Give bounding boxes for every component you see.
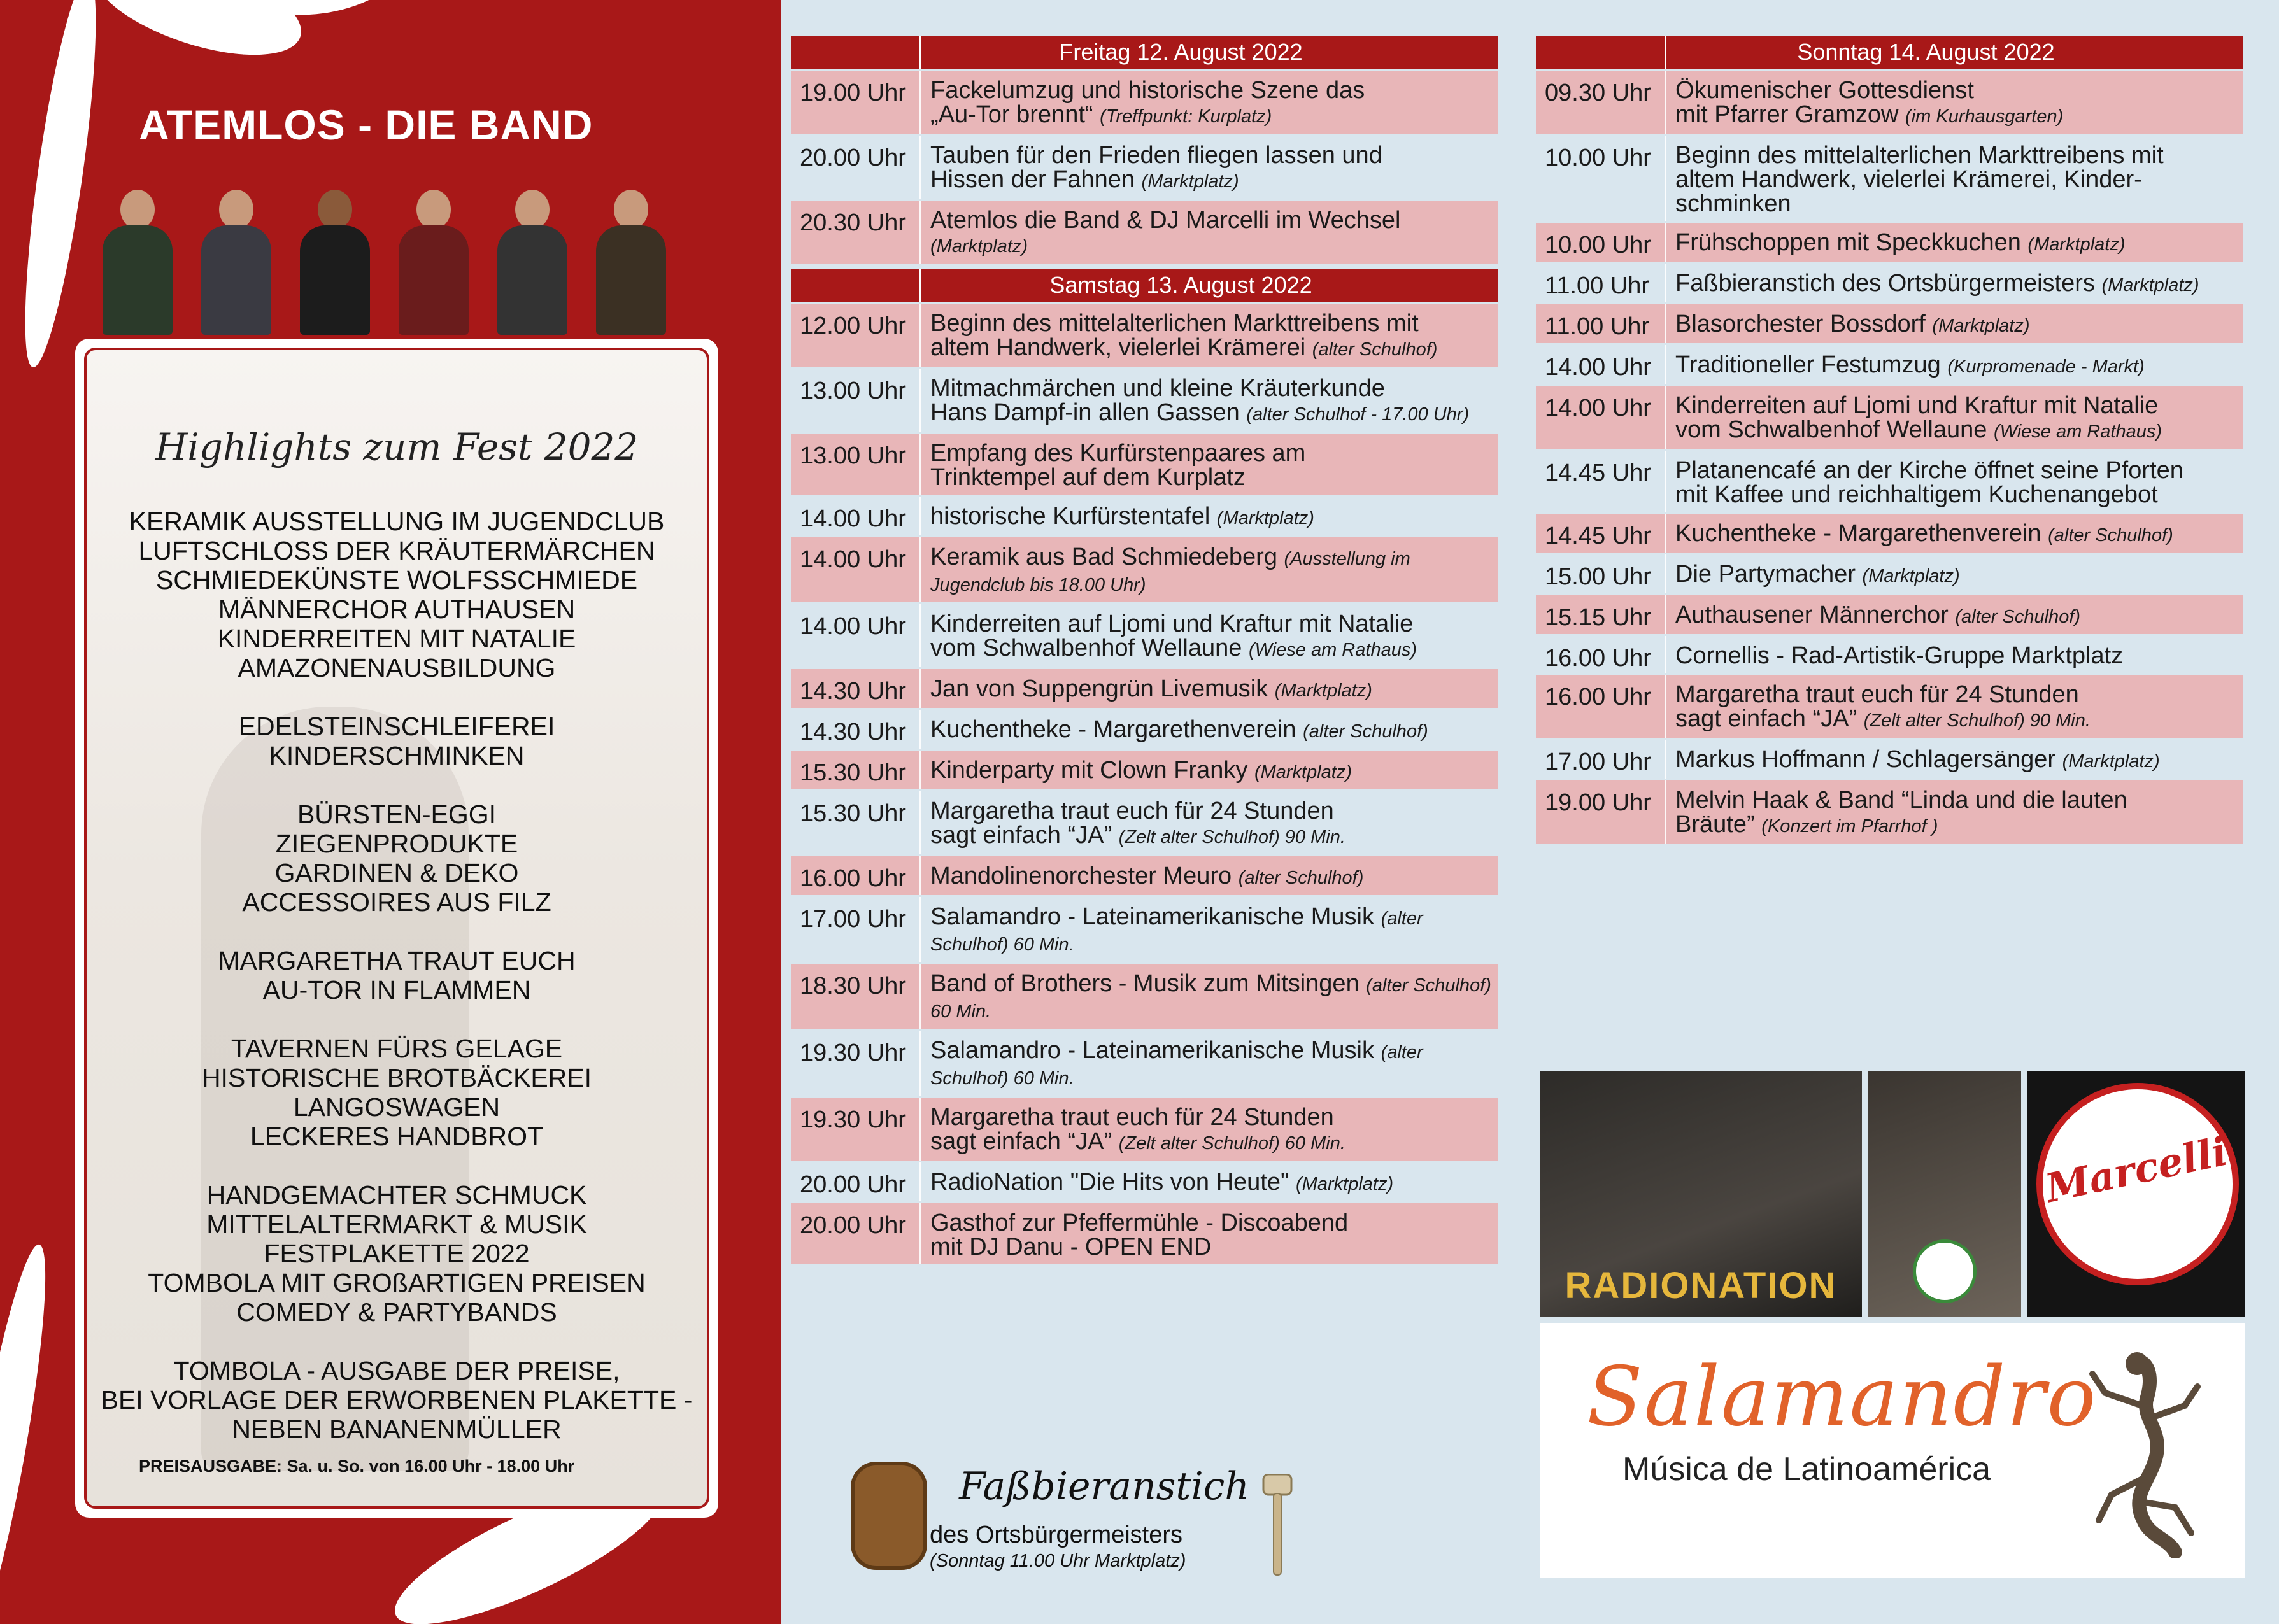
highlights-group xyxy=(87,712,707,770)
event-text: Traditioneller Festumzug xyxy=(1675,351,1941,378)
event-description xyxy=(1666,223,2243,262)
salamandro-subtitle: Música de Latinoamérica xyxy=(1622,1451,1991,1488)
event-location: (alter Schulhof) 60 Min. xyxy=(930,908,1423,955)
event-text: Atemlos die Band & DJ Marcelli im Wechsel xyxy=(930,207,1401,234)
schedule-row xyxy=(791,434,1498,495)
event-location: (Treffpunkt: Kurplatz) xyxy=(1100,106,1272,127)
event-text: altem Handwerk, vielerlei Krämerei xyxy=(930,334,1306,361)
event-text: historische Kurfürstentafel xyxy=(930,503,1210,530)
highlight-item: MARGARETHA TRAUT EUCH xyxy=(218,946,576,975)
highlight-item: MITTELALTERMARKT & MUSIK xyxy=(206,1210,587,1239)
highlight-item: LANGOSWAGEN xyxy=(293,1092,501,1122)
event-text: Kuchentheke - Margarethenverein xyxy=(1675,520,2041,547)
highlights-group xyxy=(87,1034,707,1151)
event-description xyxy=(1666,386,2243,449)
event-time: 14.45 Uhr xyxy=(1536,514,1666,553)
event-time: 12.00 Uhr xyxy=(791,304,921,367)
event-time: 19.30 Uhr xyxy=(791,1031,921,1096)
left-panel xyxy=(0,0,781,1624)
day-header-sunday: Sonntag 14. August 2022 xyxy=(1536,36,2243,69)
highlight-item: HANDGEMACHTER SCHMUCK xyxy=(206,1180,587,1210)
event-text: Beginn des mittelalterlichen Markttreibens mit xyxy=(930,310,1419,337)
radionation-logo: RADIONATION xyxy=(1565,1265,1837,1306)
event-text: Mitmachmärchen und kleine Kräuterkunde xyxy=(930,375,1385,402)
event-description xyxy=(1666,780,2243,844)
schedule-row xyxy=(791,964,1498,1029)
band-photo xyxy=(75,158,693,335)
event-time: 10.00 Uhr xyxy=(1536,223,1666,262)
event-text: Platanencafé an der Kirche öffnet seine Pforten xyxy=(1675,457,2183,484)
event-description xyxy=(1666,514,2243,553)
event-description xyxy=(921,201,1498,264)
event-time: 19.00 Uhr xyxy=(1536,780,1666,844)
highlight-item: BÜRSTEN-EGGI xyxy=(297,800,497,829)
schedule-row xyxy=(1536,636,2243,673)
day-header-saturday: Samstag 13. August 2022 xyxy=(791,269,1498,302)
event-location: (alter Schulhof) xyxy=(1303,721,1428,742)
day-header-friday: Freitag 12. August 2022 xyxy=(791,36,1498,69)
highlight-item: ZIEGENPRODUKTE xyxy=(275,829,518,858)
event-time: 16.00 Uhr xyxy=(1536,636,1666,673)
schedule-row xyxy=(1536,740,2243,779)
event-text: Hissen der Fahnen xyxy=(930,166,1135,193)
schedule-row xyxy=(791,604,1498,667)
event-location: (alter Schulhof - 17.00 Uhr) xyxy=(1246,404,1470,425)
hammer-icon xyxy=(1258,1474,1296,1576)
event-location: (Zelt alter Schulhof) 60 Min. xyxy=(1118,1133,1345,1154)
event-time: 14.45 Uhr xyxy=(1536,451,1666,512)
event-time: 14.00 Uhr xyxy=(791,604,921,667)
highlight-item: TOMBOLA - AUSGABE DER PREISE, xyxy=(173,1356,620,1385)
event-description xyxy=(1666,136,2243,221)
event-time: 17.00 Uhr xyxy=(1536,740,1666,779)
event-text: altem Handwerk, vielerlei Krämerei, Kinder- xyxy=(1675,166,2142,193)
event-time: 14.00 Uhr xyxy=(1536,345,1666,384)
event-description xyxy=(921,1098,1498,1161)
event-location: (Marktplatz) xyxy=(1862,566,1960,586)
event-time: 14.00 Uhr xyxy=(791,497,921,535)
highlights-group xyxy=(87,946,707,1005)
schedule-row xyxy=(1536,136,2243,221)
highlights-title: Highlights zum Fest 2022 xyxy=(155,425,639,469)
band-member xyxy=(394,182,473,335)
event-description xyxy=(921,710,1498,749)
schedule-row xyxy=(791,856,1498,895)
event-text: Beginn des mittelalterlichen Markttreibens mit xyxy=(1675,142,2164,169)
event-text: Melvin Haak & Band “Linda und die lauten xyxy=(1675,787,2127,814)
schedule-row xyxy=(1536,595,2243,634)
event-description xyxy=(921,136,1498,199)
schedule-row xyxy=(791,751,1498,789)
event-location: (Kurpromenade - Markt) xyxy=(1947,357,2145,377)
fassbier-subtitle: des Ortsbürgermeisters xyxy=(930,1522,1183,1548)
event-description xyxy=(921,751,1498,789)
event-text: Empfang des Kurfürstenpaares am xyxy=(930,440,1306,467)
event-time: 20.00 Uhr xyxy=(791,1162,921,1201)
highlight-item: LUFTSCHLOSS DER KRÄUTERMÄRCHEN xyxy=(138,536,655,565)
schedule-row xyxy=(791,710,1498,749)
event-time: 20.00 Uhr xyxy=(791,1203,921,1264)
event-text: vom Schwalbenhof Wellaune xyxy=(930,635,1242,661)
event-text: Jan von Suppengrün Livemusik xyxy=(930,675,1268,702)
highlight-item: ACCESSOIRES AUS FILZ xyxy=(242,887,551,917)
dj-marcelli-logo xyxy=(2027,1071,2245,1317)
highlight-item: GARDINEN & DEKO xyxy=(274,858,519,887)
event-description xyxy=(1666,636,2243,673)
highlight-item: TAVERNEN FÜRS GELAGE xyxy=(231,1034,563,1063)
event-location: (alter Schulhof) xyxy=(2048,525,2173,546)
friday-rows xyxy=(791,71,1498,264)
event-location: (im Kurhausgarten) xyxy=(1905,106,2064,127)
event-location: (alter Schulhof) 60 Min. xyxy=(930,975,1491,1022)
event-description xyxy=(1666,554,2243,593)
event-text: Cornellis - Rad-Artistik-Gruppe Marktplatz xyxy=(1675,642,2124,669)
event-description xyxy=(921,1031,1498,1096)
event-text: Tauben für den Frieden fliegen lassen und xyxy=(930,142,1382,169)
fassbier-note: (Sonntag 11.00 Uhr Marktplatz) xyxy=(930,1551,1186,1571)
schedule-row xyxy=(791,1203,1498,1264)
dj-logo-text: Marcelli xyxy=(2041,1127,2232,1212)
schedule-row xyxy=(1536,264,2243,302)
highlight-item: AU-TOR IN FLAMMEN xyxy=(262,975,531,1005)
schedule-row xyxy=(1536,386,2243,449)
highlights-group xyxy=(87,507,707,682)
schedule-row xyxy=(1536,514,2243,553)
event-description xyxy=(921,791,1498,854)
event-time: 09.30 Uhr xyxy=(1536,71,1666,134)
event-location: (alter Schulhof) xyxy=(1955,607,2081,627)
highlight-item: BEI VORLAGE DER ERWORBENEN PLAKETTE - xyxy=(101,1385,693,1415)
event-time: 14.00 Uhr xyxy=(791,537,921,602)
event-description xyxy=(921,856,1498,895)
event-time: 16.00 Uhr xyxy=(1536,675,1666,738)
highlights-list xyxy=(87,507,707,1450)
event-time: 20.00 Uhr xyxy=(791,136,921,199)
schedule-row xyxy=(1536,345,2243,384)
event-text: Gasthof zur Pfeffermühle - Discoabend xyxy=(930,1210,1349,1236)
highlight-item: MÄNNERCHOR AUTHAUSEN xyxy=(218,595,576,624)
event-text: Margaretha traut euch für 24 Stunden xyxy=(930,1104,1334,1131)
event-description xyxy=(921,537,1498,602)
band-title: ATEMLOS - DIE BAND xyxy=(139,101,593,148)
singer-photo xyxy=(1868,1071,2021,1317)
event-description xyxy=(1666,345,2243,384)
event-location: (Wiese am Rathaus) xyxy=(1993,421,2162,442)
event-time: 20.30 Uhr xyxy=(791,201,921,264)
event-location: (Zelt alter Schulhof) 90 Min. xyxy=(1863,710,2091,731)
event-location: (Marktplatz) xyxy=(1274,681,1372,701)
schedule-row xyxy=(1536,451,2243,512)
event-description xyxy=(921,1162,1498,1201)
schedule-row xyxy=(791,304,1498,367)
salamandro-banner xyxy=(1540,1323,2245,1578)
event-location: (alter Schulhof) 60 Min. xyxy=(930,1042,1423,1089)
highlight-item: EDELSTEINSCHLEIFEREI xyxy=(238,712,555,741)
band-member xyxy=(196,182,276,335)
schedule-row xyxy=(791,1098,1498,1161)
highlights-group xyxy=(87,800,707,917)
schedule-row xyxy=(1536,304,2243,343)
event-text: Salamandro - Lateinamerikanische Musik xyxy=(930,1037,1374,1064)
event-text: mit Pfarrer Gramzow xyxy=(1675,101,1899,128)
highlights-group xyxy=(87,1180,707,1327)
highlight-item: AMAZONENAUSBILDUNG xyxy=(238,653,556,682)
schedule-friday-saturday xyxy=(791,36,1498,1264)
event-location: (Zelt alter Schulhof) 90 Min. xyxy=(1118,827,1345,847)
event-time: 15.30 Uhr xyxy=(791,791,921,854)
band-member xyxy=(492,182,572,335)
band-member xyxy=(591,182,671,335)
event-location: (Ausstellung im Jugendclub bis 18.00 Uhr) xyxy=(930,549,1410,595)
highlight-item: LECKERES HANDBROT xyxy=(250,1122,544,1151)
fassbier-section xyxy=(851,1462,1373,1576)
event-text: schminken xyxy=(1675,190,1791,217)
event-time: 14.30 Uhr xyxy=(791,669,921,708)
schedule-row xyxy=(791,136,1498,199)
event-location: (Marktplatz) xyxy=(2027,234,2126,255)
schedule-row xyxy=(791,669,1498,708)
event-text: mit DJ Danu - OPEN END xyxy=(930,1234,1212,1260)
event-time: 17.00 Uhr xyxy=(791,897,921,962)
radionation-photo xyxy=(1540,1071,1862,1317)
event-description xyxy=(921,434,1498,495)
event-text: sagt einfach “JA” xyxy=(930,1128,1112,1155)
highlight-item: KINDERSCHMINKEN xyxy=(269,741,525,770)
event-description xyxy=(1666,264,2243,302)
event-description xyxy=(1666,451,2243,512)
schedule-row xyxy=(1536,554,2243,593)
event-text: Die Partymacher xyxy=(1675,561,1856,588)
event-text: Frühschoppen mit Speckkuchen xyxy=(1675,229,2021,256)
event-location: (alter Schulhof) xyxy=(1238,868,1364,888)
event-time: 14.30 Uhr xyxy=(791,710,921,749)
event-text: vom Schwalbenhof Wellaune xyxy=(1675,416,1987,443)
highlight-item: KINDERREITEN MIT NATALIE xyxy=(217,624,576,653)
event-time: 13.00 Uhr xyxy=(791,369,921,432)
schedule-row xyxy=(791,1162,1498,1201)
event-description xyxy=(921,304,1498,367)
event-description xyxy=(921,1203,1498,1264)
schedule-row xyxy=(1536,675,2243,738)
event-time: 11.00 Uhr xyxy=(1536,304,1666,343)
highlight-item: KERAMIK AUSSTELLUNG IM JUGENDCLUB xyxy=(129,507,665,536)
event-location: (alter Schulhof) xyxy=(1312,339,1438,360)
event-time: 19.30 Uhr xyxy=(791,1098,921,1161)
event-text: sagt einfach “JA” xyxy=(930,822,1112,849)
event-location: (Marktplatz) xyxy=(2101,275,2199,295)
event-text: Keramik aus Bad Schmiedeberg xyxy=(930,544,1277,570)
event-description xyxy=(921,71,1498,134)
schedule-row xyxy=(791,1031,1498,1096)
event-text: Kinderreiten auf Ljomi und Kraftur mit Natalie xyxy=(930,611,1414,637)
schedule-row xyxy=(791,897,1498,962)
sunday-rows xyxy=(1536,71,2243,844)
artist-logos xyxy=(1540,1071,2245,1317)
event-time: 11.00 Uhr xyxy=(1536,264,1666,302)
event-text: Ökumenischer Gottesdienst xyxy=(1675,77,1974,104)
event-text: Trinktempel auf dem Kurplatz xyxy=(930,464,1246,491)
event-time: 19.00 Uhr xyxy=(791,71,921,134)
highlight-item: SCHMIEDEKÜNSTE WOLFSSCHMIEDE xyxy=(155,565,638,595)
band-member xyxy=(97,182,177,335)
event-text: Margaretha traut euch für 24 Stunden xyxy=(1675,681,2079,708)
leaf-decoration xyxy=(0,1241,61,1624)
guitar-badge-icon xyxy=(1913,1239,1977,1303)
event-description xyxy=(1666,675,2243,738)
event-time: 15.00 Uhr xyxy=(1536,554,1666,593)
schedule-row xyxy=(791,201,1498,264)
event-description xyxy=(921,369,1498,432)
event-location: (Marktplatz) xyxy=(1254,762,1352,782)
event-location: (Marktplatz) xyxy=(1141,171,1239,192)
event-text: Markus Hoffmann / Schlagersänger xyxy=(1675,746,2056,773)
schedule-row xyxy=(791,791,1498,854)
gecko-icon xyxy=(2067,1348,2207,1558)
saturday-rows xyxy=(791,304,1498,1264)
event-text: Fackelumzug und historische Szene das xyxy=(930,77,1365,104)
event-location: (Marktplatz) xyxy=(1932,316,2030,336)
event-location: (Wiese am Rathaus) xyxy=(1248,640,1417,660)
event-text: Band of Brothers - Musik zum Mitsingen xyxy=(930,970,1360,997)
event-text: Kinderreiten auf Ljomi und Kraftur mit Natalie xyxy=(1675,392,2159,419)
schedule-row xyxy=(791,497,1498,535)
highlight-item: HISTORISCHE BROTBÄCKEREI xyxy=(201,1063,592,1092)
event-text: sagt einfach “JA” xyxy=(1675,705,1857,732)
event-text: mit Kaffee und reichhaltigem Kuchenangebot xyxy=(1675,481,2158,508)
schedule-row xyxy=(791,537,1498,602)
event-description xyxy=(1666,740,2243,779)
event-time: 15.30 Uhr xyxy=(791,751,921,789)
schedule-row xyxy=(1536,223,2243,262)
event-description xyxy=(1666,595,2243,634)
highlight-item: FESTPLAKETTE 2022 xyxy=(264,1239,530,1268)
prize-note: PREISAUSGABE: Sa. u. So. von 16.00 Uhr - 18.00 Uhr xyxy=(139,1457,575,1476)
schedule-sunday xyxy=(1536,36,2243,844)
event-text: Authausener Männerchor xyxy=(1675,602,1949,628)
barrel-icon xyxy=(851,1462,927,1570)
highlights-group xyxy=(87,1356,707,1444)
event-location: (Marktplatz) xyxy=(1216,508,1314,528)
event-description xyxy=(1666,304,2243,343)
event-text: Hans Dampf-in allen Gassen xyxy=(930,399,1240,426)
band-member xyxy=(295,182,374,335)
event-description xyxy=(921,897,1498,962)
schedule-row xyxy=(1536,780,2243,844)
event-description xyxy=(1666,71,2243,134)
event-time: 13.00 Uhr xyxy=(791,434,921,495)
event-time: 14.00 Uhr xyxy=(1536,386,1666,449)
event-text: RadioNation "Die Hits von Heute" xyxy=(930,1169,1289,1196)
salamandro-name: Salamandro xyxy=(1587,1350,2098,1444)
event-text: Kuchentheke - Margarethenverein xyxy=(930,716,1296,743)
event-text: Kinderparty mit Clown Franky xyxy=(930,757,1248,784)
event-location: (Marktplatz) xyxy=(2062,751,2160,772)
event-time: 10.00 Uhr xyxy=(1536,136,1666,221)
schedule-row xyxy=(1536,71,2243,134)
schedule-row xyxy=(791,71,1498,134)
event-description xyxy=(921,669,1498,708)
event-time: 16.00 Uhr xyxy=(791,856,921,895)
highlight-item: COMEDY & PARTYBANDS xyxy=(236,1297,557,1327)
event-text: Mandolinenorchester Meuro xyxy=(930,863,1232,889)
event-text: Salamandro - Lateinamerikanische Musik xyxy=(930,903,1374,930)
schedule-row xyxy=(791,369,1498,432)
event-text: Blasorchester Bossdorf xyxy=(1675,311,1926,337)
event-text: Faßbieranstich des Ortsbürgermeisters xyxy=(1675,270,2095,297)
highlight-item: TOMBOLA MIT GROßARTIGEN PREISEN xyxy=(148,1268,646,1297)
highlight-item: NEBEN BANANENMÜLLER xyxy=(232,1415,562,1444)
event-text: „Au-Tor brennt“ xyxy=(930,101,1093,128)
highlights-frame xyxy=(84,348,709,1509)
event-description xyxy=(921,604,1498,667)
fassbier-title: Faßbieranstich xyxy=(959,1464,1249,1509)
highlights-card xyxy=(75,339,718,1518)
event-location: (Marktplatz) xyxy=(930,236,1028,257)
event-time: 18.30 Uhr xyxy=(791,964,921,1029)
event-text: Margaretha traut euch für 24 Stunden xyxy=(930,798,1334,824)
event-text: Bräute” xyxy=(1675,811,1755,838)
event-time: 15.15 Uhr xyxy=(1536,595,1666,634)
event-location: (Konzert im Pfarrhof ) xyxy=(1761,816,1938,837)
event-description xyxy=(921,497,1498,535)
event-location: (Marktplatz) xyxy=(1296,1174,1394,1194)
event-description xyxy=(921,964,1498,1029)
